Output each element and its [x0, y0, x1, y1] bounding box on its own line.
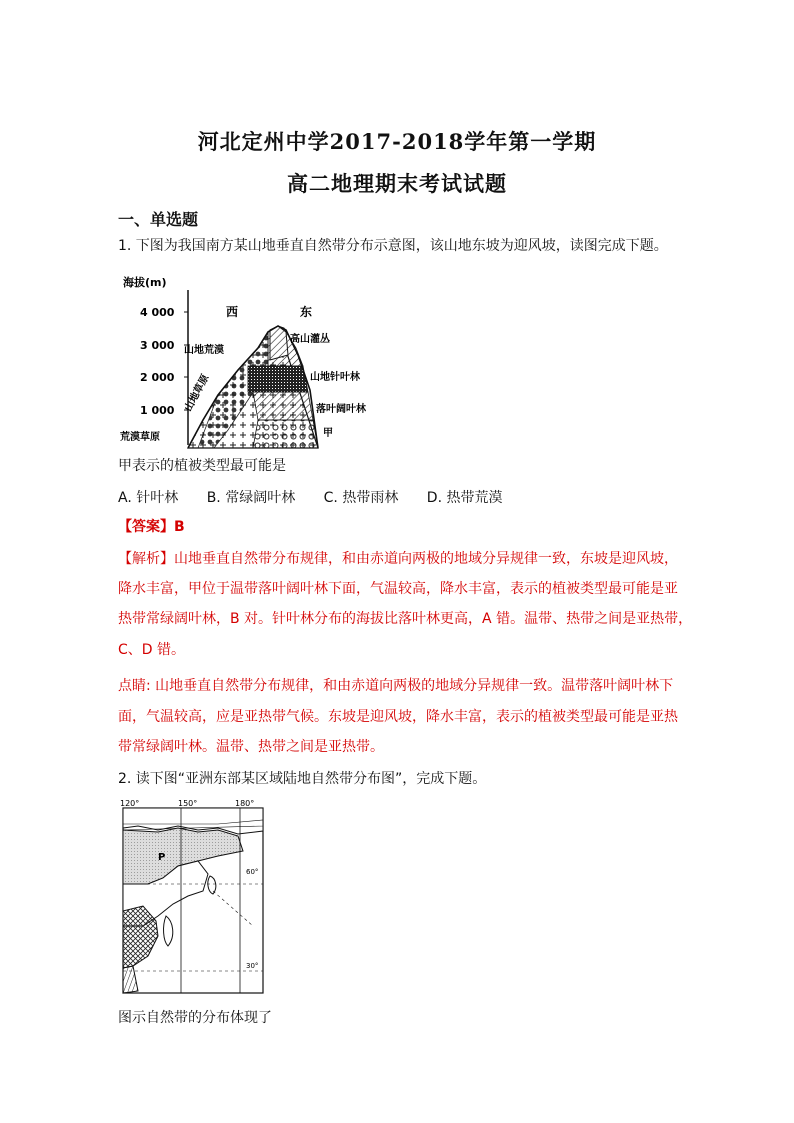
- label-deciduous-broadleaf: 落叶阔叶林: [316, 404, 366, 415]
- analysis-line-3: 热带常绿阔叶林，B 对。针叶林分布的海拔比落叶林更高，A 错。温带、热带之间是亚热带，: [118, 611, 693, 627]
- label-alpine-shrub: 高山灌丛: [290, 334, 330, 345]
- label-p: P: [158, 852, 166, 863]
- tips-line-1: 点睛: 山地垂直自然带分布规律，和由赤道向两极的地域分异规律一致。温带落叶阔叶林下: [118, 678, 674, 694]
- lon-180: 180°: [235, 799, 255, 808]
- tick-4000: 4 000: [140, 306, 175, 319]
- label-west: 西: [226, 305, 239, 319]
- label-mountain-desert: 山地荒漠: [184, 345, 224, 356]
- tips-line-2: 面，气温较高，应是亚热带气候。东坡是迎风坡，降水丰富，表示的植被类型最可能是亚热: [118, 709, 678, 725]
- mountain-zonation-figure: [118, 270, 368, 450]
- analysis-line-2: 降水丰富，甲位于温带落叶阔叶林下面，气温较高，降水丰富，表示的植被类型最可能是亚: [118, 581, 678, 597]
- question-1-stem: 1. 下图为我国南方某山地垂直自然带分布示意图，该山地东坡为迎风坡，读图完成下题。: [118, 238, 668, 254]
- option-a: A. 针叶林: [118, 490, 179, 506]
- label-mountain-conifer: 山地针叶林: [310, 372, 360, 383]
- exam-title-line2: 高二地理期末考试试题: [287, 171, 507, 196]
- option-b: B. 常绿阔叶林: [206, 490, 296, 506]
- tips-line-3: 带常绿阔叶林。温带、热带之间是亚热带。: [118, 739, 384, 755]
- question-1-options: [118, 487, 526, 507]
- lon-150: 150°: [178, 799, 198, 808]
- tick-1000: 1 000: [140, 404, 175, 417]
- exam-title-line1: 河北定州中学2017-2018学年第一学期: [197, 129, 597, 154]
- question-2-stem: 2. 读下图“亚洲东部某区域陆地自然带分布图”，完成下题。: [118, 771, 487, 787]
- tick-3000: 3 000: [140, 339, 175, 352]
- label-desert-steppe: 荒漠草原: [120, 432, 160, 443]
- tick-2000: 2 000: [140, 371, 175, 384]
- lat-60: 60°: [246, 868, 259, 876]
- option-d: D. 热带荒漠: [426, 490, 503, 506]
- section-heading: 一、单选题: [118, 210, 199, 229]
- label-jia: 甲: [323, 428, 333, 439]
- y-axis-label: 海拔(m): [123, 276, 167, 289]
- lon-120: 120°: [120, 799, 140, 808]
- label-east: 东: [300, 305, 313, 319]
- question-2-sub: 图示自然带的分布体现了: [118, 1010, 272, 1026]
- east-asia-zones-map: [118, 796, 268, 996]
- question-1-sub: 甲表示的植被类型最可能是: [118, 458, 286, 474]
- option-c: C. 热带雨林: [323, 490, 399, 506]
- analysis-line-1: 【解析】山地垂直自然带分布规律，和由赤道向两极的地域分异规律一致，东坡是迎风坡，: [118, 551, 678, 567]
- answer-label: 【答案】B: [118, 519, 185, 535]
- analysis-line-4: C、D 错。: [118, 642, 186, 658]
- lat-30: 30°: [246, 962, 259, 970]
- label-mountain-grass: 山地草原: [182, 372, 212, 414]
